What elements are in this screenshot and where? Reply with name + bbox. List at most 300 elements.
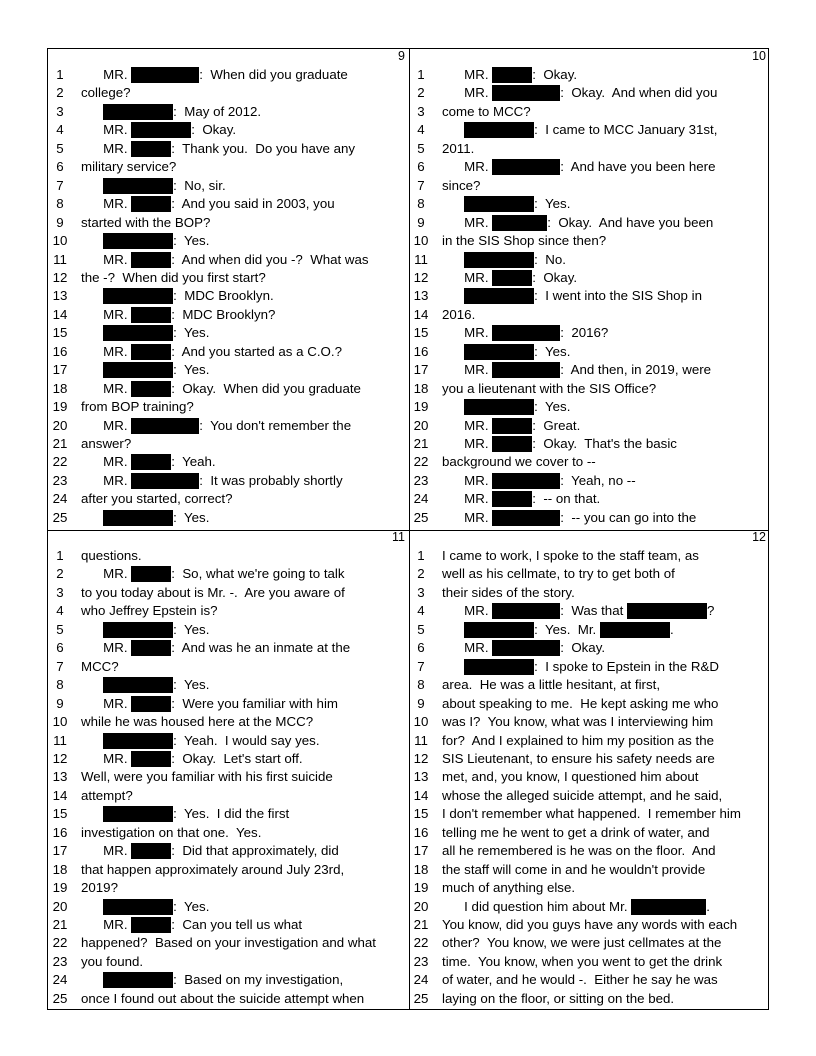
line-number: 13 bbox=[413, 769, 429, 785]
transcript-line bbox=[409, 934, 770, 952]
line-text bbox=[81, 622, 209, 638]
line-number: 14 bbox=[413, 787, 429, 803]
line-text bbox=[81, 954, 143, 970]
transcript-line bbox=[409, 695, 770, 713]
line-text bbox=[442, 288, 702, 304]
line-number: 18 bbox=[52, 380, 68, 396]
transcript-line bbox=[48, 732, 409, 750]
transcript-line bbox=[48, 658, 409, 676]
text-segment bbox=[442, 344, 464, 359]
line-text bbox=[81, 307, 275, 323]
line-number: 1 bbox=[417, 548, 425, 563]
line-number: 4 bbox=[56, 603, 64, 619]
transcript-line bbox=[48, 121, 409, 139]
redaction-block bbox=[492, 85, 560, 101]
line-number: 19 bbox=[413, 399, 429, 415]
transcript-line bbox=[48, 453, 409, 471]
line-number: 2 bbox=[417, 566, 425, 582]
line-number: 8 bbox=[56, 196, 64, 212]
redaction-block bbox=[492, 510, 560, 526]
line-text bbox=[442, 677, 660, 693]
transcript-line bbox=[48, 140, 409, 158]
text-segment: MR. bbox=[81, 306, 132, 322]
text-segment: : Were you familiar with him bbox=[171, 695, 338, 711]
line-text bbox=[81, 714, 313, 730]
line-number: 1 bbox=[417, 67, 425, 82]
text-segment bbox=[81, 288, 103, 303]
transcript-line bbox=[409, 805, 770, 823]
line-number: 17 bbox=[52, 362, 68, 378]
line-number: 22 bbox=[413, 935, 429, 951]
line-text bbox=[442, 825, 710, 841]
line-text bbox=[442, 843, 715, 859]
text-segment: : Yes. bbox=[173, 362, 210, 378]
redaction-block bbox=[103, 178, 173, 194]
transcript-line bbox=[48, 842, 409, 860]
transcript-line bbox=[409, 343, 770, 361]
text-segment: : Okay. bbox=[532, 269, 578, 285]
transcript-line bbox=[409, 842, 770, 860]
line-number: 9 bbox=[417, 695, 425, 711]
line-text bbox=[442, 473, 636, 489]
text-segment: MR. bbox=[442, 214, 493, 230]
transcript-line bbox=[409, 84, 770, 102]
redaction-block bbox=[103, 677, 173, 693]
line-number: 14 bbox=[52, 306, 68, 322]
transcript-line bbox=[409, 232, 770, 250]
text-segment: : Great. bbox=[532, 417, 581, 433]
transcript-page-12 bbox=[409, 530, 770, 1011]
line-number: 10 bbox=[52, 233, 68, 249]
transcript-page-9 bbox=[48, 49, 409, 530]
redaction-block bbox=[103, 362, 173, 378]
line-number: 21 bbox=[52, 917, 68, 932]
line-text bbox=[442, 178, 480, 194]
transcript-line bbox=[48, 380, 409, 398]
line-number: 9 bbox=[417, 214, 425, 230]
transcript-line bbox=[48, 990, 409, 1008]
line-number: 24 bbox=[52, 491, 68, 507]
text-segment: : Did that approximately, did bbox=[171, 843, 339, 859]
line-text bbox=[442, 270, 577, 286]
line-number: 2 bbox=[56, 85, 64, 101]
line-text bbox=[81, 436, 131, 452]
transcript-line bbox=[409, 158, 770, 176]
redaction-block bbox=[103, 325, 173, 341]
line-number: 7 bbox=[417, 658, 425, 674]
line-number: 4 bbox=[417, 603, 425, 619]
redaction-block bbox=[131, 196, 171, 212]
text-segment: : Yes. bbox=[173, 898, 210, 914]
text-segment: : No, sir. bbox=[173, 177, 226, 193]
transcript-line bbox=[409, 306, 770, 324]
redaction-block bbox=[103, 288, 173, 304]
transcript-line bbox=[409, 768, 770, 786]
line-number: 25 bbox=[413, 509, 429, 525]
text-segment: : So, what we're going to talk bbox=[171, 566, 345, 582]
text-segment: MR. bbox=[81, 454, 132, 470]
line-text bbox=[81, 159, 176, 175]
line-text bbox=[442, 510, 696, 526]
transcript-line bbox=[48, 768, 409, 786]
line-number: 17 bbox=[413, 843, 429, 859]
line-text bbox=[81, 677, 209, 693]
line-text bbox=[81, 270, 266, 286]
line-number: 13 bbox=[52, 288, 68, 304]
line-text bbox=[442, 233, 606, 249]
transcript-line bbox=[409, 417, 770, 435]
transcript-line bbox=[48, 953, 409, 971]
text-segment: : Yes. bbox=[173, 233, 210, 249]
transcript-line bbox=[409, 787, 770, 805]
transcript-line bbox=[48, 509, 409, 527]
transcript-line bbox=[48, 490, 409, 508]
line-number: 24 bbox=[52, 972, 68, 988]
redaction-block bbox=[464, 288, 534, 304]
line-number: 15 bbox=[52, 806, 68, 822]
transcript-line bbox=[409, 509, 770, 527]
text-segment: MR. bbox=[81, 380, 132, 396]
transcript-line bbox=[409, 361, 770, 379]
transcript-line bbox=[48, 103, 409, 121]
text-segment: the -? When did you first start? bbox=[81, 269, 266, 285]
line-number: 2 bbox=[417, 85, 425, 101]
text-segment: met, and, you know, I questioned him about bbox=[442, 769, 699, 785]
text-segment: : I spoke to Epstein in the R&D bbox=[534, 658, 719, 674]
text-segment: military service? bbox=[81, 159, 177, 175]
redaction-block bbox=[103, 622, 173, 638]
line-number: 1 bbox=[56, 548, 64, 563]
text-segment: much of anything else. bbox=[442, 880, 576, 896]
line-number: 8 bbox=[417, 196, 425, 212]
text-segment: MR. bbox=[81, 843, 132, 859]
text-segment bbox=[442, 196, 464, 211]
line-text bbox=[81, 473, 343, 489]
text-segment bbox=[442, 399, 464, 414]
text-segment: MR. bbox=[442, 417, 493, 433]
line-text bbox=[81, 381, 361, 397]
text-segment: MR. bbox=[81, 917, 132, 932]
redaction-block bbox=[492, 215, 547, 231]
line-number: 15 bbox=[413, 806, 429, 822]
transcript-line bbox=[48, 343, 409, 361]
redaction-block bbox=[464, 344, 534, 360]
line-text bbox=[442, 141, 474, 157]
line-text bbox=[81, 399, 194, 415]
transcript-line bbox=[409, 380, 770, 398]
text-segment: MR. bbox=[81, 640, 132, 656]
text-segment: you a lieutenant with the SIS Office? bbox=[442, 380, 657, 396]
transcript-line bbox=[48, 435, 409, 453]
line-text bbox=[442, 954, 722, 970]
text-segment: : Based on my investigation, bbox=[173, 972, 344, 988]
text-segment bbox=[442, 622, 464, 637]
line-number: 19 bbox=[52, 880, 68, 896]
redaction-block bbox=[464, 122, 534, 138]
line-number: 13 bbox=[52, 769, 68, 785]
text-segment: : Okay. And have you been bbox=[547, 214, 714, 230]
transcript-line bbox=[48, 805, 409, 823]
text-segment: : Okay. When did you graduate bbox=[171, 380, 361, 396]
text-segment: : No. bbox=[534, 251, 566, 267]
text-segment: : And was he an inmate at the bbox=[171, 640, 351, 656]
text-segment: laying on the floor, or sitting on the bed. bbox=[442, 990, 675, 1006]
line-number: 22 bbox=[52, 454, 68, 470]
transcript-line bbox=[409, 713, 770, 731]
line-number: 9 bbox=[56, 695, 64, 711]
text-segment: Well, were you familiar with his first suicide bbox=[81, 769, 333, 785]
redaction-block bbox=[600, 622, 670, 638]
text-segment: : -- on that. bbox=[532, 491, 601, 507]
transcript-line bbox=[409, 547, 770, 565]
text-segment: ? bbox=[707, 603, 715, 619]
line-number: 16 bbox=[413, 824, 429, 840]
text-segment: : And have you been here bbox=[560, 159, 716, 175]
transcript-line bbox=[409, 490, 770, 508]
line-number: 11 bbox=[53, 732, 67, 748]
text-segment: : You don't remember the bbox=[199, 417, 352, 433]
line-number: 16 bbox=[52, 824, 68, 840]
line-text bbox=[442, 751, 715, 767]
redaction-block bbox=[464, 252, 534, 268]
transcript-line bbox=[48, 750, 409, 768]
line-text bbox=[81, 362, 209, 378]
text-segment: 2011. bbox=[442, 140, 475, 156]
text-segment bbox=[81, 806, 103, 821]
text-segment: MR. bbox=[81, 196, 132, 212]
text-segment: MR. bbox=[81, 343, 132, 359]
line-text bbox=[442, 325, 608, 341]
redaction-block bbox=[131, 566, 171, 582]
transcript-line bbox=[48, 639, 409, 657]
text-segment: well as his cellmate, to try to get both of bbox=[442, 566, 675, 582]
redaction-block bbox=[103, 733, 173, 749]
line-number: 23 bbox=[52, 953, 68, 969]
redaction-block bbox=[464, 399, 534, 415]
line-text bbox=[81, 696, 338, 712]
transcript-line bbox=[48, 861, 409, 879]
line-text bbox=[442, 714, 713, 730]
text-segment bbox=[81, 178, 103, 193]
line-number: 23 bbox=[52, 472, 68, 488]
line-number: 11 bbox=[414, 251, 428, 267]
line-text bbox=[442, 622, 674, 638]
transcript-line bbox=[409, 177, 770, 195]
text-segment: : Can you tell us what bbox=[171, 917, 303, 932]
text-segment: was I? You know, what was I interviewing him bbox=[442, 714, 714, 730]
line-text bbox=[81, 991, 364, 1007]
text-segment: who Jeffrey Epstein is? bbox=[81, 603, 218, 619]
text-segment: telling me he went to get a drink of water, and bbox=[442, 824, 710, 840]
text-segment: once I found out about the suicide attempt when bbox=[81, 990, 365, 1006]
redaction-block bbox=[492, 67, 532, 83]
transcript-line bbox=[48, 214, 409, 232]
transcript-line bbox=[409, 398, 770, 416]
transcript-line bbox=[409, 916, 770, 934]
line-text bbox=[81, 252, 369, 268]
line-text bbox=[81, 751, 303, 767]
transcript-line bbox=[409, 214, 770, 232]
line-number: 22 bbox=[413, 454, 429, 470]
transcript-line bbox=[409, 472, 770, 490]
line-text bbox=[81, 862, 344, 878]
text-segment: since? bbox=[442, 177, 481, 193]
text-segment: questions. bbox=[81, 548, 142, 563]
line-number: 3 bbox=[417, 103, 425, 119]
redaction-block bbox=[464, 196, 534, 212]
transcript-line bbox=[48, 916, 409, 934]
text-segment: : Yes. bbox=[173, 509, 210, 525]
text-segment: the staff will come in and he wouldn't provide bbox=[442, 861, 706, 877]
text-segment bbox=[442, 288, 464, 303]
text-segment: MCC? bbox=[81, 658, 119, 674]
transcript-line bbox=[409, 324, 770, 342]
text-segment: You know, did you guys have any words with each bbox=[442, 917, 738, 932]
transcript-line bbox=[409, 750, 770, 768]
line-number: 5 bbox=[417, 621, 425, 637]
transcript-line bbox=[409, 269, 770, 287]
line-text bbox=[442, 917, 737, 933]
redaction-block bbox=[492, 491, 532, 507]
transcript-line bbox=[48, 66, 409, 84]
redaction-block bbox=[103, 972, 173, 988]
redaction-block bbox=[131, 344, 171, 360]
line-text bbox=[81, 843, 339, 859]
line-number: 10 bbox=[52, 714, 68, 730]
line-text bbox=[81, 491, 233, 507]
text-segment: : 2016? bbox=[560, 325, 609, 341]
line-text bbox=[442, 899, 710, 915]
text-segment: : Yeah. bbox=[171, 454, 216, 470]
line-number: 3 bbox=[417, 584, 425, 600]
transcript-line bbox=[409, 195, 770, 213]
text-segment: : Yes. bbox=[173, 677, 210, 693]
line-number: 25 bbox=[52, 990, 68, 1006]
text-segment: . bbox=[669, 621, 674, 637]
line-text bbox=[442, 215, 713, 231]
text-segment: from BOP training? bbox=[81, 399, 194, 415]
transcript-line bbox=[48, 971, 409, 989]
transcript-line bbox=[48, 84, 409, 102]
text-segment bbox=[81, 104, 103, 119]
transcript-line bbox=[48, 787, 409, 805]
line-number: 20 bbox=[52, 417, 68, 433]
text-segment: MR. bbox=[442, 509, 493, 525]
text-segment: : It was probably shortly bbox=[199, 472, 343, 488]
line-number: 5 bbox=[56, 621, 64, 637]
redaction-block bbox=[464, 622, 534, 638]
line-text bbox=[442, 85, 717, 101]
transcript-line bbox=[409, 732, 770, 750]
line-text bbox=[81, 640, 350, 656]
line-text bbox=[81, 178, 226, 194]
line-text bbox=[81, 325, 209, 341]
text-segment: MR. bbox=[81, 566, 132, 582]
text-segment: MR. bbox=[442, 325, 493, 341]
text-segment: MR. bbox=[442, 362, 493, 378]
transcript-line bbox=[48, 898, 409, 916]
text-segment: come to MCC? bbox=[442, 103, 531, 119]
text-segment: in the SIS Shop since then? bbox=[442, 233, 607, 249]
text-segment: MR. bbox=[81, 67, 132, 82]
text-segment: MR. bbox=[81, 251, 132, 267]
page-number: 12 bbox=[752, 530, 766, 544]
line-text bbox=[81, 972, 343, 988]
line-text bbox=[81, 67, 348, 83]
transcript-line bbox=[48, 306, 409, 324]
text-segment: : And you said in 2003, you bbox=[171, 196, 335, 212]
line-text bbox=[81, 233, 209, 249]
transcript-line bbox=[409, 898, 770, 916]
redaction-block bbox=[103, 806, 173, 822]
text-segment: I did question him about Mr. bbox=[442, 898, 632, 914]
text-segment: : Yeah. I would say yes. bbox=[173, 732, 320, 748]
text-segment: I don't remember what happened. I remember him bbox=[442, 806, 741, 822]
transcript-line bbox=[409, 971, 770, 989]
transcript-line bbox=[409, 658, 770, 676]
text-segment: : Okay. That's the basic bbox=[532, 436, 677, 451]
line-text bbox=[442, 733, 714, 749]
text-segment: SIS Lieutenant, to ensure his safety needs are bbox=[442, 750, 715, 766]
line-text bbox=[81, 659, 119, 675]
line-number: 18 bbox=[52, 861, 68, 877]
text-segment bbox=[81, 622, 103, 637]
line-text bbox=[442, 252, 566, 268]
line-text bbox=[442, 418, 580, 434]
transcript-sheet bbox=[47, 48, 769, 1010]
line-number: 12 bbox=[52, 750, 68, 766]
line-text bbox=[442, 491, 600, 507]
text-segment: started with the BOP? bbox=[81, 214, 211, 230]
text-segment: : Was that bbox=[560, 603, 627, 619]
line-number: 21 bbox=[413, 436, 429, 451]
text-segment: : Yes. I did the first bbox=[173, 806, 290, 822]
line-text bbox=[81, 288, 274, 304]
line-text bbox=[81, 122, 236, 138]
transcript-line bbox=[409, 639, 770, 657]
transcript-line bbox=[409, 990, 770, 1008]
line-text bbox=[442, 399, 570, 415]
line-number: 25 bbox=[413, 990, 429, 1006]
line-number: 5 bbox=[417, 140, 425, 156]
text-segment: : And you started as a C.O.? bbox=[171, 343, 342, 359]
line-text bbox=[442, 566, 675, 582]
text-segment: MR. bbox=[81, 695, 132, 711]
redaction-block bbox=[103, 510, 173, 526]
redaction-block bbox=[131, 473, 199, 489]
line-text bbox=[81, 880, 118, 896]
text-segment bbox=[81, 233, 103, 248]
transcript-line bbox=[48, 287, 409, 305]
line-text bbox=[442, 381, 656, 397]
transcript-line bbox=[48, 547, 409, 565]
line-text bbox=[81, 769, 333, 785]
transcript-line bbox=[48, 177, 409, 195]
text-segment: I came to work, I spoke to the staff team, as bbox=[442, 548, 699, 563]
text-segment: happened? Based on your investigation and what bbox=[81, 935, 376, 951]
line-text bbox=[442, 991, 674, 1007]
line-text bbox=[442, 104, 531, 120]
redaction-block bbox=[492, 159, 560, 175]
text-segment bbox=[81, 972, 103, 987]
text-segment: MR. bbox=[442, 159, 493, 175]
transcript-line bbox=[48, 584, 409, 602]
line-text bbox=[442, 696, 718, 712]
text-segment: to you today about is Mr. -. Are you aware of bbox=[81, 584, 345, 600]
text-segment: MR. bbox=[442, 491, 493, 507]
line-text bbox=[81, 215, 210, 231]
line-number: 8 bbox=[56, 677, 64, 693]
